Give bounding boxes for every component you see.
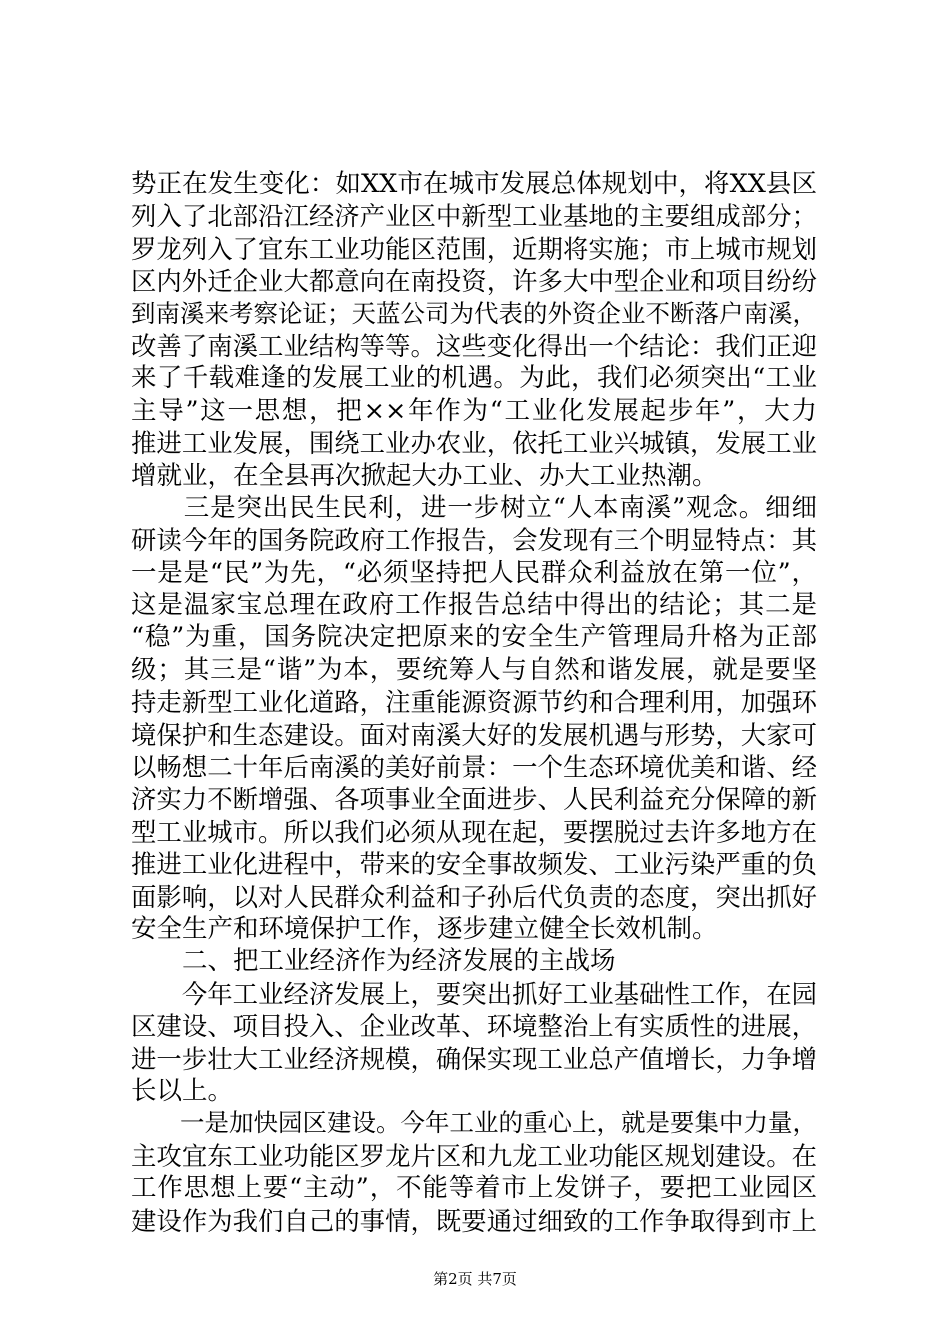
text-line: 今年工业经济发展上，要突出抓好工业基础性工作，在园	[131, 978, 817, 1009]
text-line: 长以上。	[131, 1075, 234, 1106]
section-heading	[131, 945, 817, 977]
page-number-footer: 第2页 共7页	[433, 1270, 517, 1288]
text-line: 一是加快园区建设。今年工业的重心上，就是要集中力量，	[131, 1108, 817, 1138]
text-line: 增就业，在全县再次掀起大办工业、办大工业热潮。	[131, 460, 718, 491]
text-line: 到南溪来考察论证；天蓝公司为代表的外资企业不断落户南溪，	[131, 298, 817, 328]
text-line: 推进工业发展，围绕工业办农业，依托工业兴城镇，发展工业	[131, 428, 817, 459]
text-line: 研读今年的国务院政府工作报告，会发现有三个明显特点：其	[131, 525, 817, 556]
text-line: 进一步壮大工业经济规模，确保实现工业总产值增长，力争增	[131, 1043, 817, 1074]
text-line: 区内外迁企业大都意向在南投资，许多大中型企业和项目纷纷	[131, 266, 817, 297]
text-line: 这是温家宝总理在政府工作报告总结中得出的结论；其二是	[131, 590, 817, 621]
paragraph	[131, 168, 817, 492]
paragraph	[131, 1107, 817, 1237]
text-line: 列入了北部沿江经济产业区中新型工业基地的主要组成部分；	[131, 201, 817, 232]
paragraph	[131, 978, 817, 1108]
text-line: 济实力不断增强、各项事业全面进步、人民利益充分保障的新	[131, 784, 817, 815]
text-line: 改善了南溪工业结构等等。这些变化得出一个结论：我们正迎	[131, 330, 817, 361]
document-body	[131, 168, 817, 1237]
text-line: 主导”这一思想，把××年作为“工业化发展起步年”，大力	[131, 395, 817, 426]
text-line: 主攻宜东工业功能区罗龙片区和九龙工业功能区规划建设。在	[131, 1140, 817, 1171]
text-line: 型工业城市。所以我们必须从现在起，要摆脱过去许多地方在	[131, 816, 817, 847]
text-line: 一是是“民”为先，“必须坚持把人民群众利益放在第一位”，	[131, 557, 817, 588]
text-line: 罗龙列入了宜东工业功能区范围，近期将实施；市上城市规划	[131, 233, 817, 264]
text-line: 区建设、项目投入、企业改革、环境整治上有实质性的进展，	[131, 1011, 817, 1042]
text-line: 工作思想上要“主动”，不能等着市上发饼子，要把工业园区	[131, 1173, 817, 1204]
text-line: 推进工业化进程中，带来的安全事故频发、工业污染严重的负	[131, 849, 817, 880]
text-line: 持走新型工业化道路，注重能源资源节约和合理利用，加强环	[131, 687, 817, 718]
text-line: 三是突出民生民利，进一步树立“人本南溪”观念。细细	[131, 492, 817, 523]
text-line: 面影响，以对人民群众利益和子孙后代负责的态度，突出抓好	[131, 881, 817, 912]
paragraph	[131, 492, 817, 945]
text-line: 建设作为我们自己的事情，既要通过细致的工作争取得到市上	[131, 1205, 817, 1236]
text-line: 二、把工业经济作为经济发展的主战场	[131, 946, 616, 977]
text-line: 级；其三是“谐”为本，要统筹人与自然和谐发展，就是要坚	[131, 654, 817, 685]
text-line: 势正在发生变化：如XX市在城市发展总体规划中，将XX县区	[131, 169, 817, 199]
text-line: 境保护和生态建设。面对南溪大好的发展机遇与形势，大家可	[131, 719, 817, 750]
text-line: 以畅想二十年后南溪的美好前景：一个生态环境优美和谐、经	[131, 752, 817, 783]
text-line: 安全生产和环境保护工作，逐步建立健全长效机制。	[131, 913, 718, 944]
text-line: “稳”为重，国务院决定把原来的安全生产管理局升格为正部	[131, 622, 817, 653]
text-line: 来了千载难逢的发展工业的机遇。为此，我们必须突出“工业	[131, 363, 817, 394]
